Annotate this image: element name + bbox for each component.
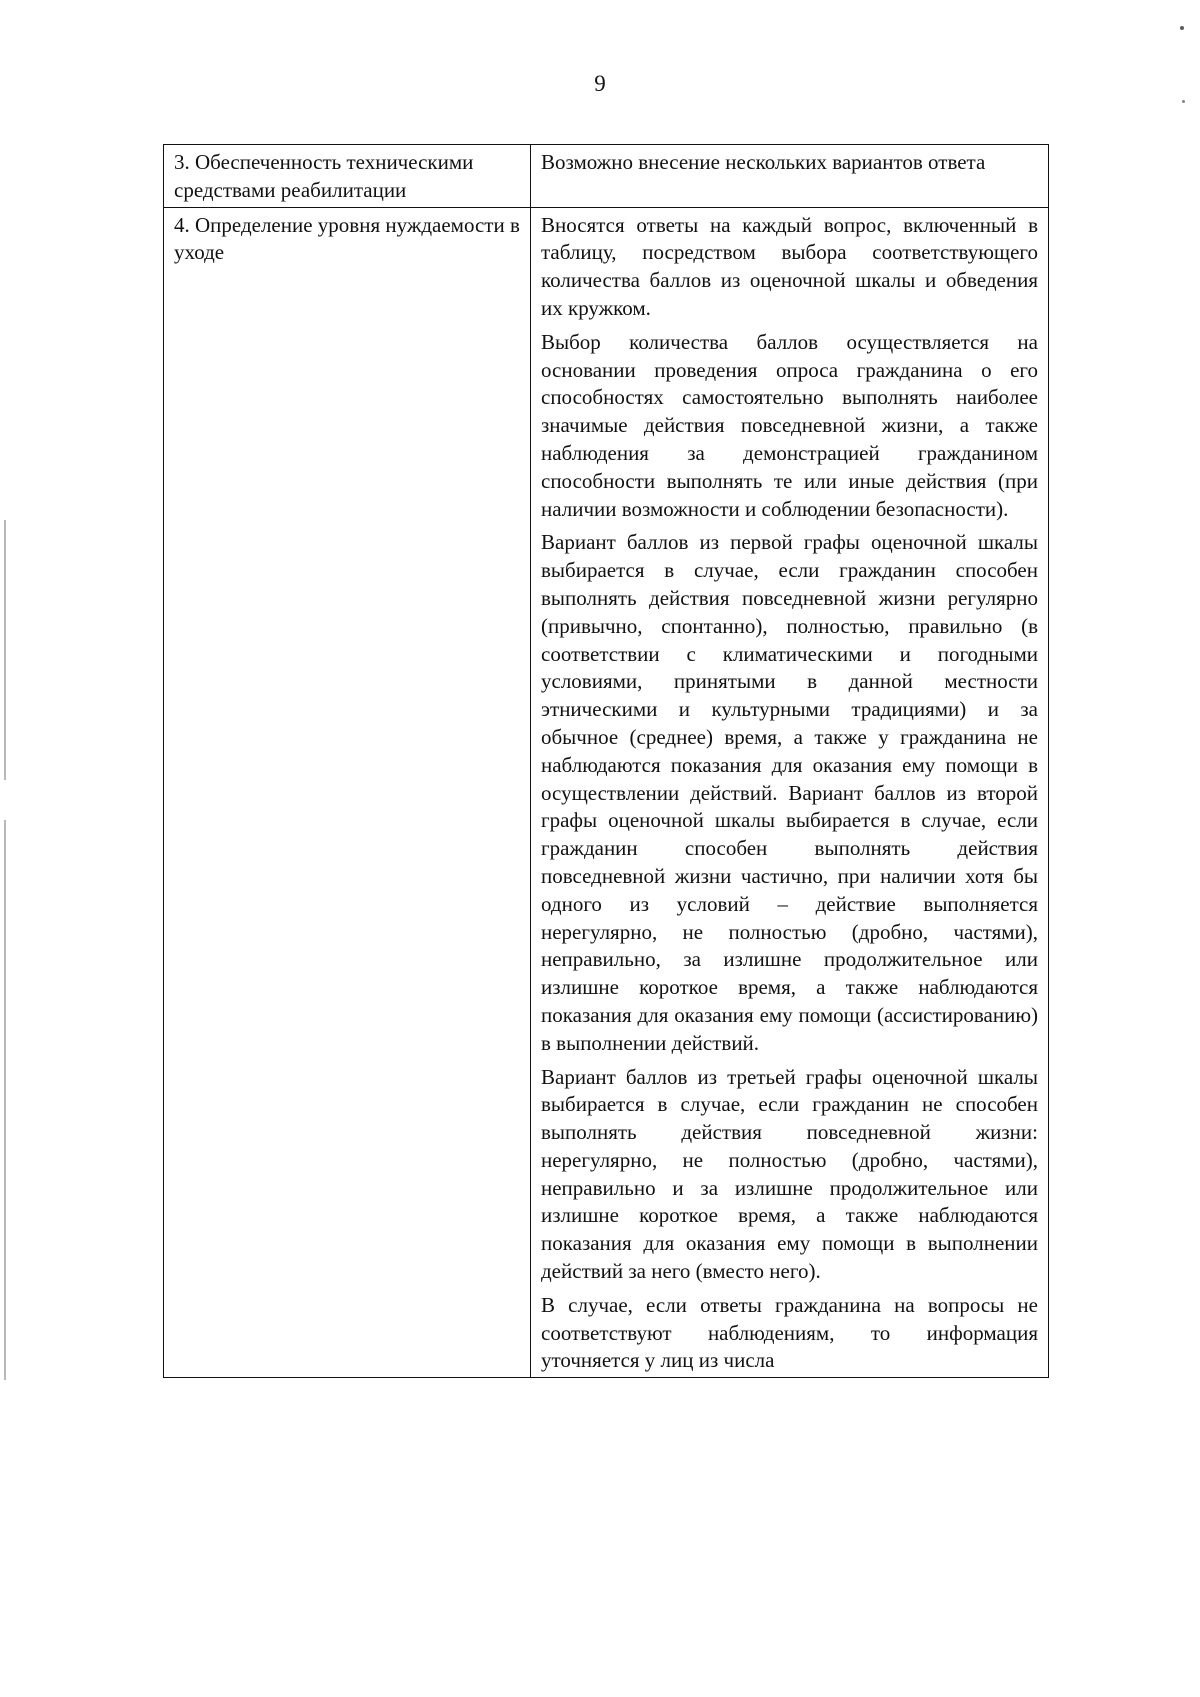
scan-artifact xyxy=(1180,26,1184,30)
table-cell-description xyxy=(531,145,1049,208)
paragraph: Вносятся ответы на каждый вопрос, включенный в таблицу, посредством выбора соответствующего количества баллов из оценочной шкалы и обведения их кружком. xyxy=(541,212,1038,320)
paragraph: Вариант баллов из третьей графы оценочной шкалы выбирается в случае, если гражданин не способен выполнять действия повседневной жизни: нерегулярно, не полностью (дробно, частями), неправильно и за излишне продолжительное или излишне короткое время, а также наблюдаются показания для оказания ему помощи в выполнении действий за него (вместо него). xyxy=(541,1064,1038,1284)
page-number: 9 xyxy=(594,71,606,96)
paragraph: Выбор количества баллов осуществляется на основании проведения опроса гражданина о его способностях самостоятельно выполнять наиболее значимые действия повседневной жизни, а также наблюдения за демонстрацией гражданином способности выполнять те или иные действия (при наличии возможности и соблюдении безопасности). xyxy=(541,329,1038,521)
paragraph: Вариант баллов из первой графы оценочной шкалы выбирается в случае, если гражданин способен выполнять действия повседневной жизни регулярно (привычно, спонтанно), полностью, правильно (в соответствии с климатическими и погодными условиями, принятыми в данной местности этническими и культурными традициями) и за обычное (среднее) время, а также у гражданина не наблюдаются показания для оказания ему помощи в осуществлении действий. Вариант баллов из второй графы оценочной шкалы выбирается в случае, если гражданин способен выполнять действия повседневной жизни частично, при наличии хотя бы одного из условий – действие выполняется нерегулярно, не полностью (дробно, частями), неправильно, за излишне продолжительное или излишне короткое время, а также наблюдаются показания для оказания ему помощи (ассистированию) в выполнении действий. xyxy=(541,530,1038,1055)
scan-artifact xyxy=(1182,100,1185,103)
table-cell-criterion: 3. Обеспеченность техническими средствами реабилитации xyxy=(164,145,531,208)
scan-artifact xyxy=(4,520,6,780)
table-row xyxy=(164,207,1049,1378)
scan-artifact xyxy=(4,820,6,1380)
table-row xyxy=(164,145,1049,208)
paragraph: Возможно внесение нескольких вариантов ответа xyxy=(541,150,986,174)
table-cell-description xyxy=(531,207,1049,1378)
document-table xyxy=(163,144,1049,1378)
paragraph: В случае, если ответы гражданина на вопросы не соответствуют наблюдениям, то информация уточняется у лиц из числа xyxy=(541,1292,1038,1373)
table-cell-criterion: 4. Определение уровня нуждаемости в уходе xyxy=(164,207,531,1378)
